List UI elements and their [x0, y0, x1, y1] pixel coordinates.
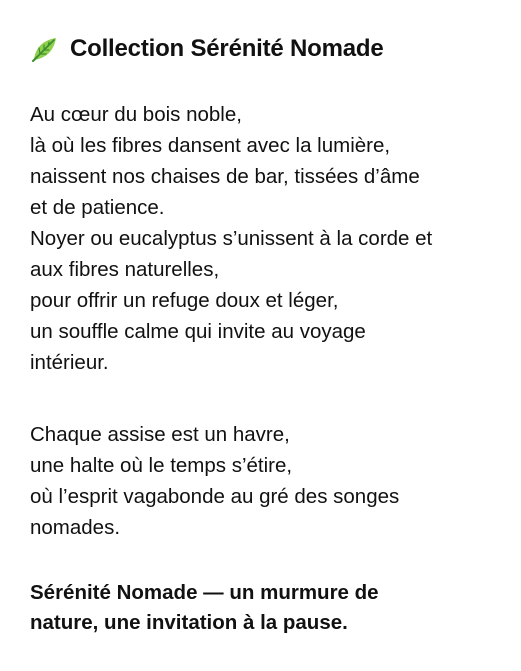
poem-line: Au cœur du bois noble,	[30, 103, 242, 126]
poem-line: naissent nos chaises de bar, tissées d’âme	[30, 165, 420, 188]
poem-line: Noyer ou eucalyptus s’unissent à la corde et	[30, 227, 433, 250]
closing-line: nature, une invitation à la pause.	[30, 611, 348, 634]
herb-leaf-icon	[30, 34, 60, 64]
poem-line: là où les fibres dansent avec la lumière,	[30, 134, 391, 157]
poem-line: une halte où le temps s’étire,	[30, 454, 293, 477]
poem-line: intérieur.	[30, 351, 109, 374]
poem-line: nomades.	[30, 516, 121, 539]
poem-line: un souffle calme qui invite au voyage	[30, 320, 366, 343]
poem-line: aux fibres naturelles,	[30, 258, 220, 281]
poem-line: Chaque assise est un havre,	[30, 423, 290, 446]
closing-line: Sérénité Nomade — un murmure de	[30, 581, 379, 604]
page-title: Collection Sérénité Nomade	[70, 35, 384, 62]
poem-line: pour offrir un refuge doux et léger,	[30, 289, 339, 312]
title-row	[30, 31, 384, 67]
poem-line: où l’esprit vagabonde au gré des songes	[30, 485, 400, 508]
poem-line: et de patience.	[30, 196, 165, 219]
